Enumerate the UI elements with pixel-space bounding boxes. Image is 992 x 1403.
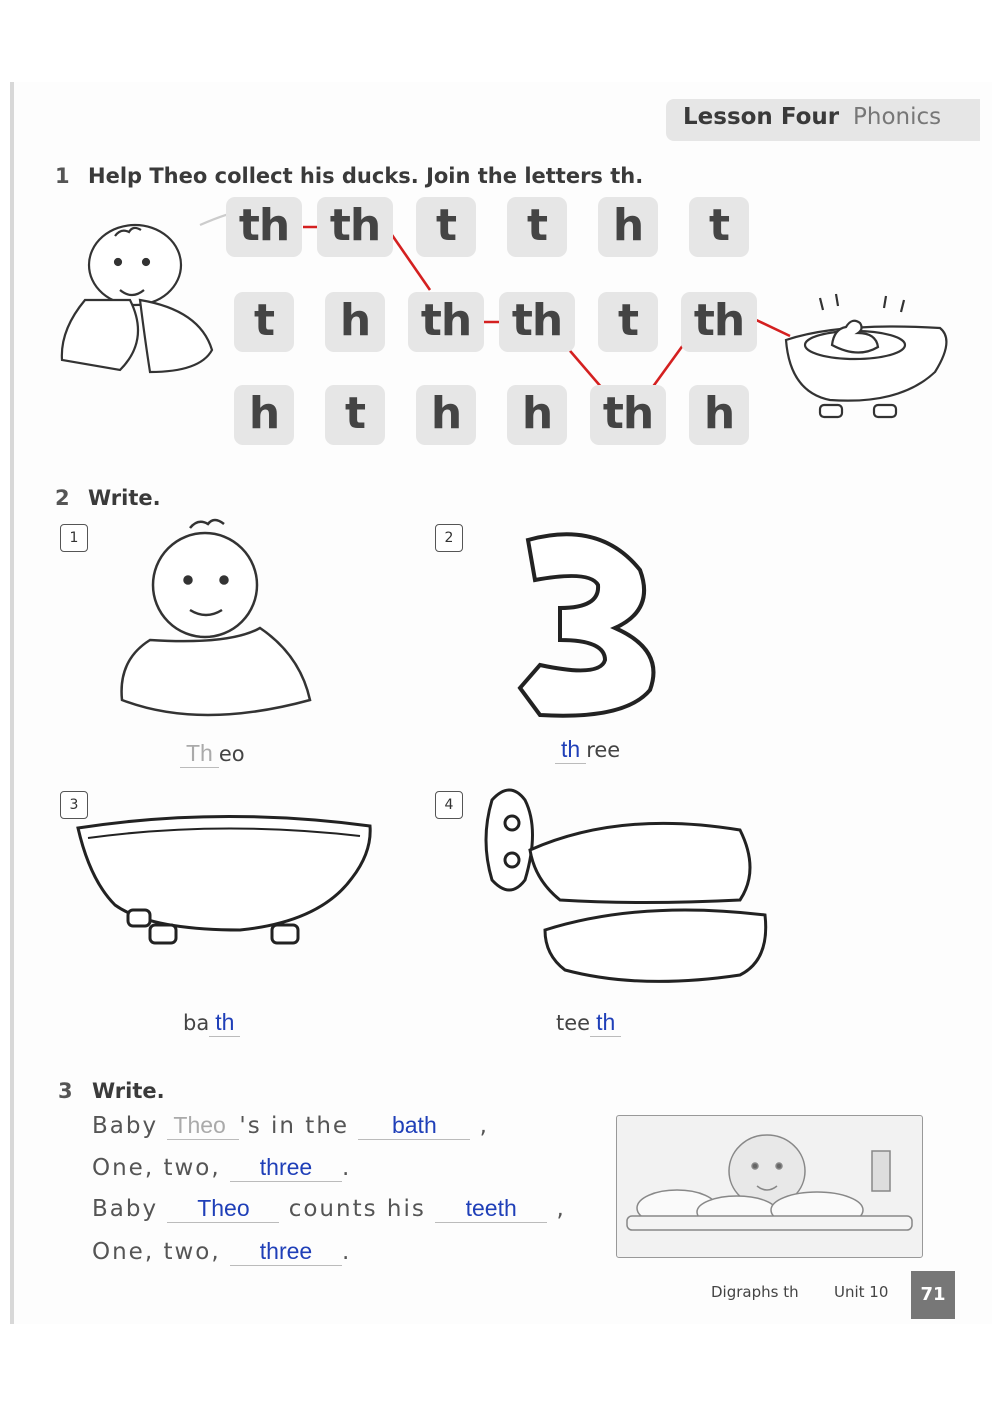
exercise-1-instruction: Help Theo collect his ducks. Join the letters th.	[88, 164, 644, 188]
letter-tile[interactable]: th	[499, 292, 575, 352]
song-line-3-blank-2[interactable]: teeth	[435, 1195, 547, 1223]
answer-three[interactable]: th	[555, 736, 586, 764]
song-line-3	[92, 1195, 566, 1223]
answer-theo[interactable]: Th	[180, 740, 219, 768]
song-line-3-text-b: counts his	[288, 1196, 426, 1222]
exercise-3-number: 3	[58, 1079, 73, 1103]
word-bath-start: ba	[183, 1011, 210, 1035]
item-2-number: 2	[435, 524, 463, 552]
word-three	[555, 736, 620, 764]
letter-tile[interactable]: th	[590, 385, 666, 445]
song-line-1	[92, 1112, 489, 1140]
song-line-1-blank-1[interactable]: Theo	[167, 1112, 239, 1140]
letter-tile[interactable]: t	[689, 197, 749, 257]
footer-unit: Unit 10	[834, 1283, 889, 1301]
letter-tile[interactable]: t	[234, 292, 294, 352]
lesson-section: Phonics	[853, 104, 942, 130]
word-theo-rest: eo	[218, 742, 245, 766]
word-teeth-start: tee	[556, 1011, 591, 1035]
bath-illustration	[78, 816, 370, 943]
exercise-2-number: 2	[55, 486, 70, 510]
letter-tile[interactable]: h	[234, 385, 294, 445]
word-theo	[180, 740, 245, 768]
word-bath	[183, 1009, 240, 1037]
song-line-1-text-b: 's in the	[239, 1113, 350, 1139]
baby-towel-illustration	[62, 212, 240, 372]
number-three-illustration	[520, 534, 653, 715]
exercise-3-instruction: Write.	[92, 1079, 165, 1103]
song-line-2-text-b: .	[341, 1155, 352, 1181]
word-three-rest: ree	[586, 738, 621, 762]
song-line-4	[92, 1238, 351, 1266]
word-teeth	[556, 1009, 621, 1037]
teeth-illustration	[486, 790, 766, 981]
song-line-2-text-a: One, two,	[92, 1155, 221, 1181]
song-line-4-text-b: .	[341, 1239, 352, 1265]
song-line-1-blank-2[interactable]: bath	[358, 1112, 470, 1140]
footer-topic: Digraphs th	[711, 1283, 799, 1301]
letter-tile[interactable]: h	[325, 292, 385, 352]
exercise-1-number: 1	[55, 164, 70, 188]
letter-tile[interactable]: th	[681, 292, 757, 352]
letter-tile[interactable]: t	[507, 197, 567, 257]
exercise-2-instruction: Write.	[88, 486, 161, 510]
letter-tile[interactable]: th	[226, 197, 302, 257]
theo-baby-illustration	[122, 520, 310, 715]
duck-bathtub-illustration	[786, 294, 946, 417]
answer-teeth[interactable]: th	[590, 1009, 621, 1037]
item-3-number: 3	[60, 791, 88, 819]
baby-bath-photo-drawing	[617, 1116, 922, 1257]
letter-tile[interactable]: h	[598, 197, 658, 257]
letter-tile[interactable]: h	[689, 385, 749, 445]
answer-bath[interactable]: th	[209, 1009, 240, 1037]
letter-tile[interactable]: h	[416, 385, 476, 445]
letter-tile[interactable]: h	[507, 385, 567, 445]
letter-tile[interactable]: t	[416, 197, 476, 257]
song-line-1-text-a: Baby	[92, 1113, 159, 1139]
song-line-2	[92, 1154, 351, 1182]
song-line-1-text-c: ,	[479, 1113, 489, 1139]
letter-tile[interactable]: th	[408, 292, 484, 352]
page-number: 71	[911, 1271, 955, 1319]
song-line-4-text-a: One, two,	[92, 1239, 221, 1265]
item-4-number: 4	[435, 791, 463, 819]
song-line-3-blank-1[interactable]: Theo	[167, 1195, 279, 1223]
baby-bath-photo	[616, 1115, 923, 1258]
lesson-title: Lesson Four	[683, 104, 840, 130]
song-line-3-text-c: ,	[556, 1196, 566, 1222]
letter-tile[interactable]: t	[325, 385, 385, 445]
letter-tile[interactable]: t	[598, 292, 658, 352]
song-line-2-blank-1[interactable]: three	[230, 1154, 342, 1182]
letter-tile[interactable]: th	[317, 197, 393, 257]
song-line-4-blank-1[interactable]: three	[230, 1238, 342, 1266]
song-line-3-text-a: Baby	[92, 1196, 159, 1222]
item-1-number: 1	[60, 524, 88, 552]
